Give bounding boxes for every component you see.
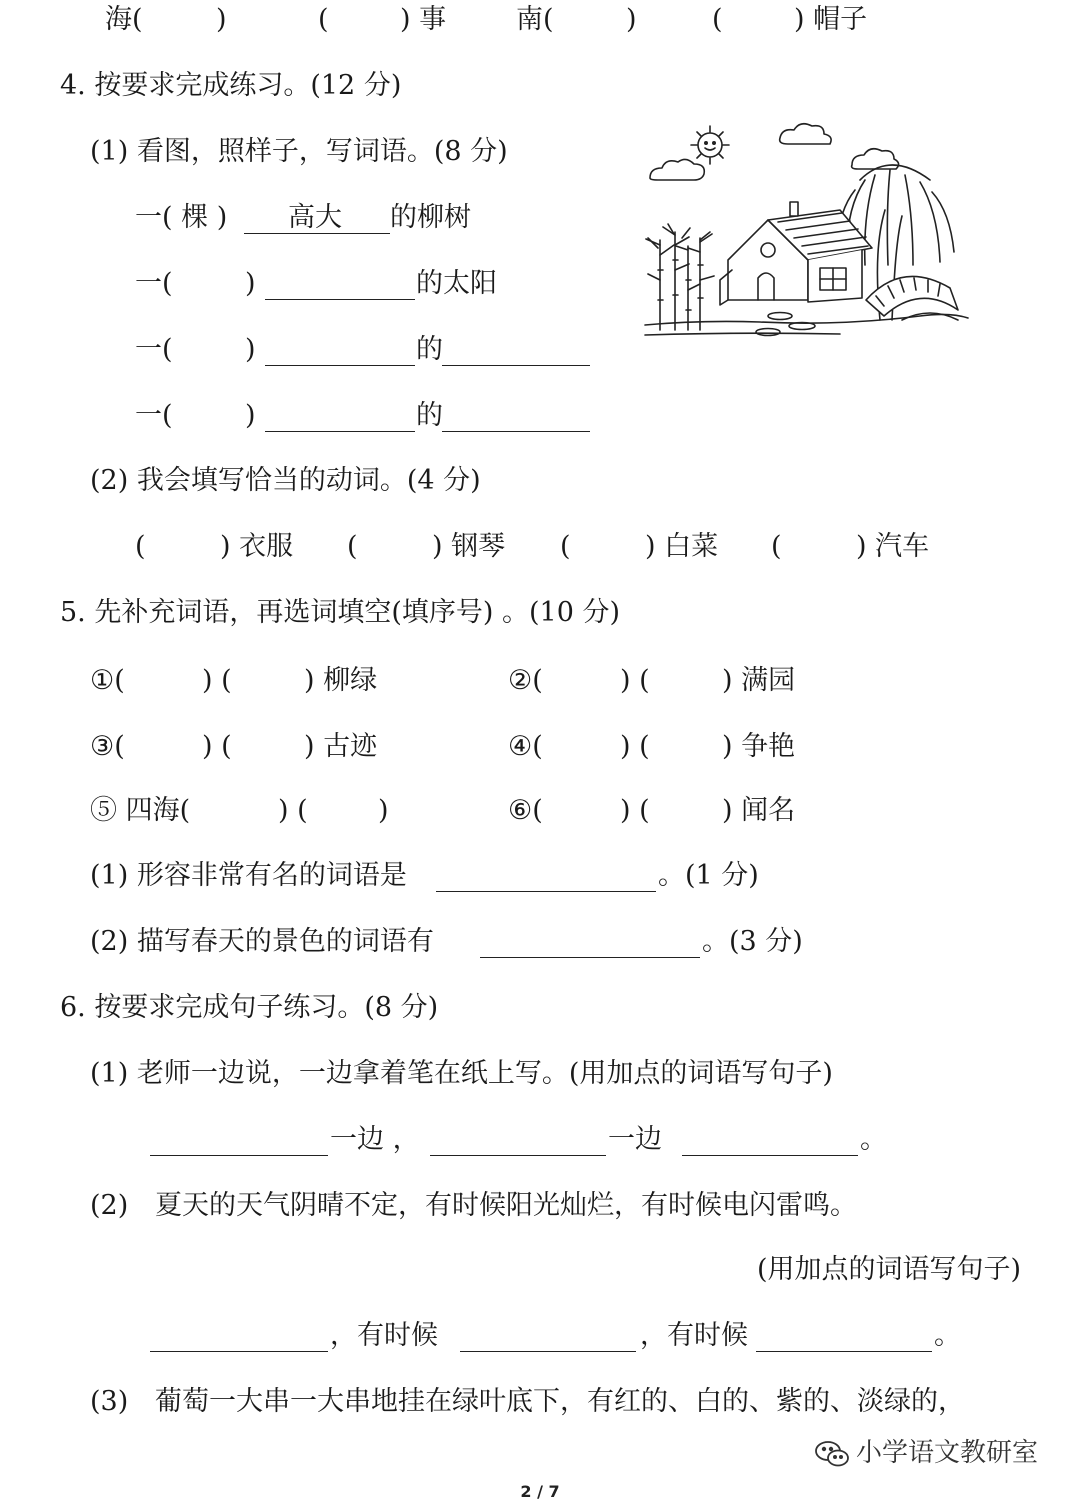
verb-object: ) 汽车 <box>856 531 930 562</box>
q3-word: ) 事 <box>400 4 447 35</box>
idiom-mid: ) ( <box>620 795 650 826</box>
verb-blank-open[interactable]: ( <box>560 531 571 562</box>
measure-open: 一( <box>135 334 173 365</box>
idiom-mid: ) ( <box>278 795 308 826</box>
sentence-blank[interactable] <box>150 1351 328 1352</box>
answer-blank[interactable] <box>436 891 656 892</box>
q6-sub2-text: 夏天的天气阴晴不定，有时候阳光灿烂，有时候电闪雷鸣。 <box>155 1190 857 1221</box>
idiom-end: ) 柳绿 <box>304 665 378 696</box>
row-suffix: 的太阳 <box>416 268 497 299</box>
watermark-text: 小学语文教研室 <box>856 1438 1039 1468</box>
connector-text: 一边 ， <box>330 1124 420 1155</box>
q4-title: 4. 按要求完成练习。(12 分) <box>60 70 402 101</box>
sentence-blank[interactable] <box>430 1155 606 1156</box>
page-number: 2 / 7 <box>520 1482 560 1501</box>
idiom-num: ④( <box>508 731 543 762</box>
example-underline <box>244 233 390 234</box>
idiom-end: ) 闻名 <box>722 795 796 826</box>
sentence-blank[interactable] <box>682 1155 858 1156</box>
idiom-end: ) 古迹 <box>304 731 378 762</box>
connector-text: 一边 <box>608 1124 662 1155</box>
verb-object: ) 白菜 <box>645 531 719 562</box>
idiom-num: ①( <box>90 665 125 696</box>
house-scene-illustration <box>640 120 970 345</box>
q3-word: ) <box>626 4 637 35</box>
idiom-num: ②( <box>508 665 543 696</box>
q3-word: ( <box>712 4 723 35</box>
q3-word: 南( <box>516 4 554 35</box>
cloud-icon <box>852 149 899 169</box>
verb-object: ) 衣服 <box>220 531 294 562</box>
answer-blank[interactable] <box>480 957 700 958</box>
idiom-mid: ) ( <box>620 665 650 696</box>
measure-close: ) <box>245 334 256 365</box>
cloud-icon <box>780 124 831 144</box>
idiom-num: ⑥( <box>508 795 543 826</box>
q5-sub1-label: (1) 形容非常有名的词语是 <box>90 860 407 891</box>
q6-title: 6. 按要求完成句子练习。(8 分) <box>60 992 439 1023</box>
example-filled: 高大 <box>288 202 342 233</box>
idiom-end: ) 争艳 <box>722 731 796 762</box>
q6-sub2-num: (2) <box>90 1190 129 1221</box>
sentence-blank[interactable] <box>460 1351 636 1352</box>
measure-close: ) <box>245 400 256 431</box>
noun-blank[interactable] <box>442 431 590 432</box>
cloud-icon <box>650 159 704 180</box>
row-suffix: 的 <box>416 334 443 365</box>
q6-sub1-text: (1) 老师一边说，一边拿着笔在纸上写。(用加点的词语写句子) <box>90 1058 833 1089</box>
idiom-mid: ) ( <box>620 731 650 762</box>
adjective-blank[interactable] <box>265 431 415 432</box>
idiom-num: ⑤ 四海( <box>90 795 191 826</box>
wechat-icon <box>814 1439 850 1469</box>
verb-blank-open[interactable]: ( <box>771 531 782 562</box>
q4-part1-title: (1) 看图，照样子，写词语。(8 分) <box>90 136 508 167</box>
sentence-end: 。 <box>860 1124 887 1155</box>
adjective-blank[interactable] <box>265 365 415 366</box>
bamboo-icon <box>646 224 714 330</box>
adjective-blank[interactable] <box>265 299 415 300</box>
watermark <box>814 1432 1038 1469</box>
idiom-mid: ) ( <box>202 731 232 762</box>
idiom-end: ) 满园 <box>722 665 796 696</box>
connector-text: ，有时候 <box>330 1320 438 1351</box>
verb-blank-open[interactable]: ( <box>135 531 146 562</box>
measure-close: ) <box>245 268 256 299</box>
idiom-num: ③( <box>90 731 125 762</box>
example-suffix: 的柳树 <box>390 202 471 233</box>
sentence-end: 。 <box>934 1320 961 1351</box>
measure-open: 一( <box>135 400 173 431</box>
verb-object: ) 钢琴 <box>432 531 506 562</box>
row-suffix: 的 <box>416 400 443 431</box>
verb-blank-open[interactable]: ( <box>347 531 358 562</box>
q3-word: ) <box>216 4 227 35</box>
sun-icon <box>691 126 729 164</box>
q5-sub2-end: 。(3 分) <box>702 926 803 957</box>
q5-sub2-label: (2) 描写春天的景色的词语有 <box>90 926 434 957</box>
example-measure: 一( 棵 ) <box>135 202 228 233</box>
q5-sub1-end: 。(1 分) <box>658 860 759 891</box>
q3-word: 海( <box>105 4 143 35</box>
q3-word: ( <box>318 4 329 35</box>
noun-blank[interactable] <box>442 365 590 366</box>
q6-sub3-text: 葡萄一大串一大串地挂在绿叶底下，有红的、白的、紫的、淡绿的， <box>155 1386 965 1417</box>
q5-title: 5. 先补充词语，再选词填空(填序号) 。(10 分) <box>60 597 620 628</box>
q4-part2-title: (2) 我会填写恰当的动词。(4 分) <box>90 465 481 496</box>
idiom-mid: ) ( <box>202 665 232 696</box>
q6-sub2-note: (用加点的词语写句子) <box>757 1254 1022 1285</box>
connector-text: ，有时候 <box>640 1320 748 1351</box>
sentence-blank[interactable] <box>150 1155 328 1156</box>
idiom-end: ) <box>378 795 389 826</box>
measure-open: 一( <box>135 268 173 299</box>
q3-word: ) 帽子 <box>794 4 868 35</box>
q6-sub3-num: (3) <box>90 1386 129 1417</box>
sentence-blank[interactable] <box>756 1351 932 1352</box>
